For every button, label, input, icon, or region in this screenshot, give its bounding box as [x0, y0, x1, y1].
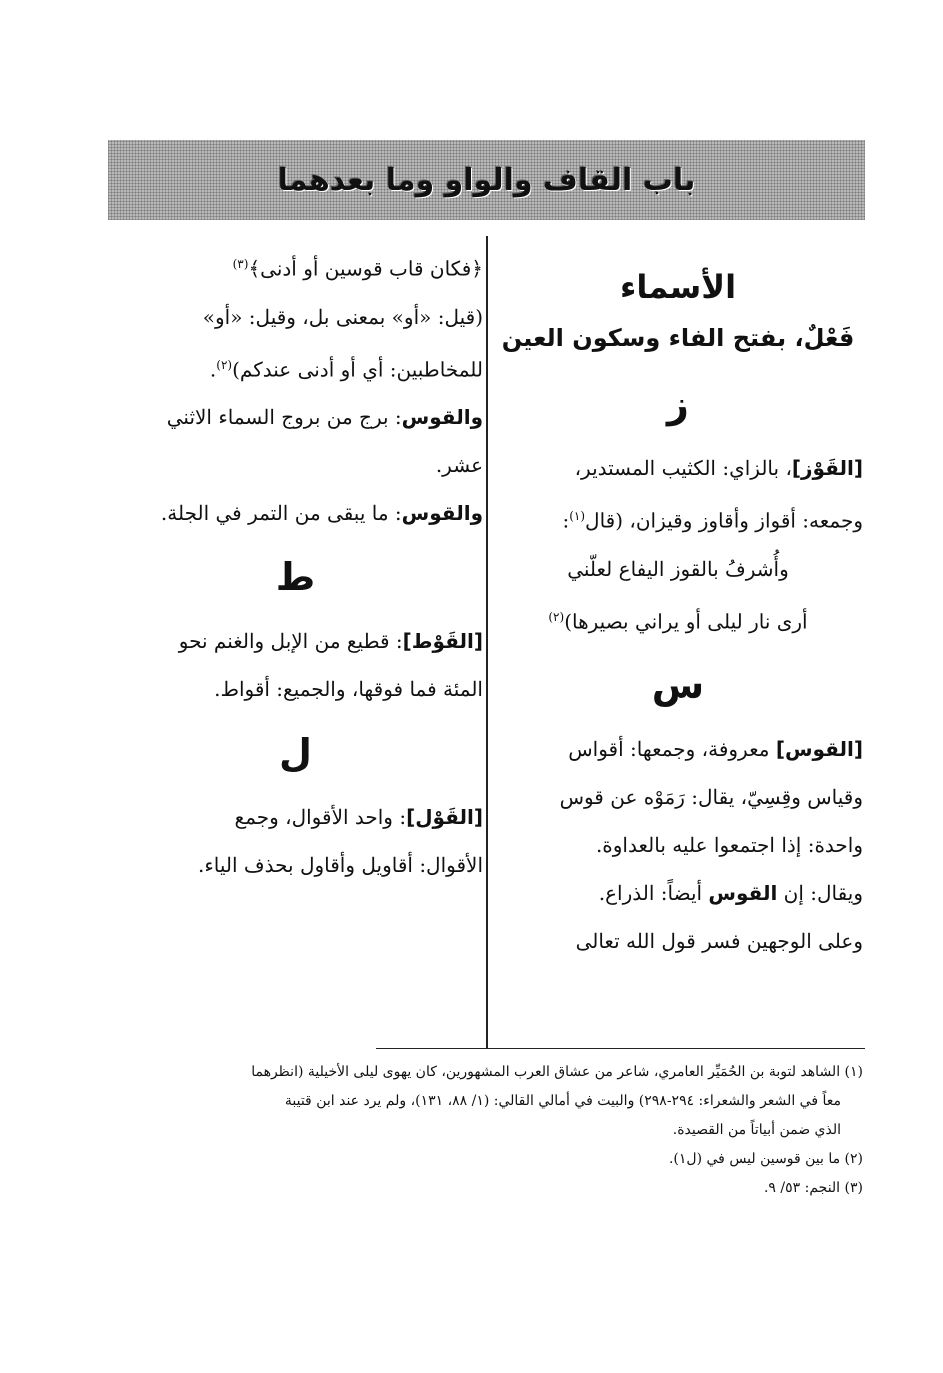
footnote-continued: الذي ضمن أبياتاً من القصيدة.	[672, 1122, 841, 1138]
entry-line: المئة فما فوقها، والجميع: أقواط.	[214, 677, 483, 702]
verse-line-1: وأُشرفُ بالقوز اليفاع لعلّني	[567, 556, 789, 581]
entry-text: : قطيع من الإبل والغنم نحو	[178, 629, 403, 654]
entry-term: [القَوْل]	[406, 805, 483, 830]
entry-text: ويقال: إن	[777, 881, 863, 906]
entry-line: واحدة: إذا اجتمعوا عليه بالعداوة.	[595, 833, 863, 858]
entry-text: : واحد الأقوال، وجمع	[234, 805, 407, 830]
entry-qawt	[108, 617, 483, 665]
entry-line: عشر.	[435, 453, 483, 478]
section-subheading: فَعْلٌ، بفتح الفاء وسكون العين	[501, 324, 855, 352]
footnote: (١) الشاهد لتوبة بن الحُمَيِّر العامري، شاعر من عشاق العرب المشهورين، كان يهوى ليلى الأخيلية (انظرهما	[251, 1064, 863, 1080]
entry-term: والقوس	[401, 501, 483, 526]
section-heading: الأسماء	[619, 268, 737, 306]
footnote: (٣) النجم: ٥٣/ ٩.	[763, 1180, 863, 1196]
footnote: (٢) ما بين قوسين ليس في (ل١).	[668, 1151, 863, 1167]
entry-text: : ما يبقى من التمر في الجلة.	[160, 501, 402, 526]
letter-heading-l: ل	[279, 731, 312, 776]
entry-text: للمخاطبين: أي أو أدنى عندكم)	[232, 357, 483, 382]
entry-term: [القَوْز]	[791, 456, 863, 480]
left-column	[108, 240, 483, 889]
entry-text: :	[562, 508, 570, 533]
entry-line: وعلى الوجهين فسر قول الله تعالى	[575, 929, 863, 954]
entry-term: [القوس]	[775, 737, 863, 762]
entry-text: معروفة، وجمعها: أقواس	[568, 737, 776, 762]
letter-heading-z: ز	[667, 382, 689, 426]
entry-line: الأقوال: أقاويل وأقاول بحذف الياء.	[198, 853, 483, 878]
entry-line: وقياس وقِسِيّ، يقال: رَمَوْه عن قوس	[559, 785, 863, 810]
letter-heading-t: ط	[275, 555, 316, 600]
entry-qaws	[493, 725, 863, 773]
footnote-rule	[376, 1048, 865, 1049]
footnotes	[93, 1058, 863, 1203]
entry-term: والقوس	[401, 405, 483, 430]
verse-line-2	[493, 593, 863, 646]
entry-term: [القَوْط]	[402, 629, 483, 654]
entry-qawz-plural	[493, 492, 863, 545]
column-divider	[486, 236, 488, 1048]
chapter-title: باب القاف والواو وما بعدهما	[277, 162, 696, 198]
entry-term: القوس	[708, 881, 778, 906]
chapter-banner	[108, 140, 865, 220]
footnote-ref: (١)	[569, 509, 586, 523]
entry-text: : برج من بروج السماء الاثني	[166, 405, 402, 430]
entry-text: أيضاً: الذراع.	[598, 881, 709, 906]
footnote-ref: (٢)	[216, 357, 233, 372]
entry-tamr	[108, 489, 483, 537]
entry-qaws-extra	[493, 869, 863, 917]
letter-heading-s: س	[651, 663, 705, 708]
entry-qawz	[493, 444, 863, 492]
entry-text: .	[209, 357, 217, 382]
footnote-ref: (٣)	[232, 257, 249, 271]
footnote-ref: (٢)	[548, 609, 565, 624]
entry-qawl	[108, 793, 483, 841]
entry-text: وجمعه: أقواز وأقاوز وقيزان، (قال	[585, 508, 863, 533]
footnote-continued: معاً في الشعر والشعراء: ٢٩٤-٢٩٨) والبيت في أمالي القالي: (١/ ٨٨، ١٣١)، ولم يرد عند ابن قتيبة	[284, 1093, 841, 1109]
entry-text: ، بالزاي: الكثيب المستدير،	[574, 456, 792, 480]
quran-quote	[108, 240, 483, 293]
quran-text: ﴿فكان قاب قوسين أو أدنى﴾	[248, 256, 483, 281]
entry-line: (قيل: «أو» بمعنى بل، وقيل: «أو»	[202, 304, 483, 329]
entry-burj	[108, 393, 483, 441]
entry-line-note2	[108, 341, 483, 394]
verse-text: أرى نار ليلى أو يراني بصيرها)	[564, 609, 808, 634]
right-column	[493, 240, 863, 965]
